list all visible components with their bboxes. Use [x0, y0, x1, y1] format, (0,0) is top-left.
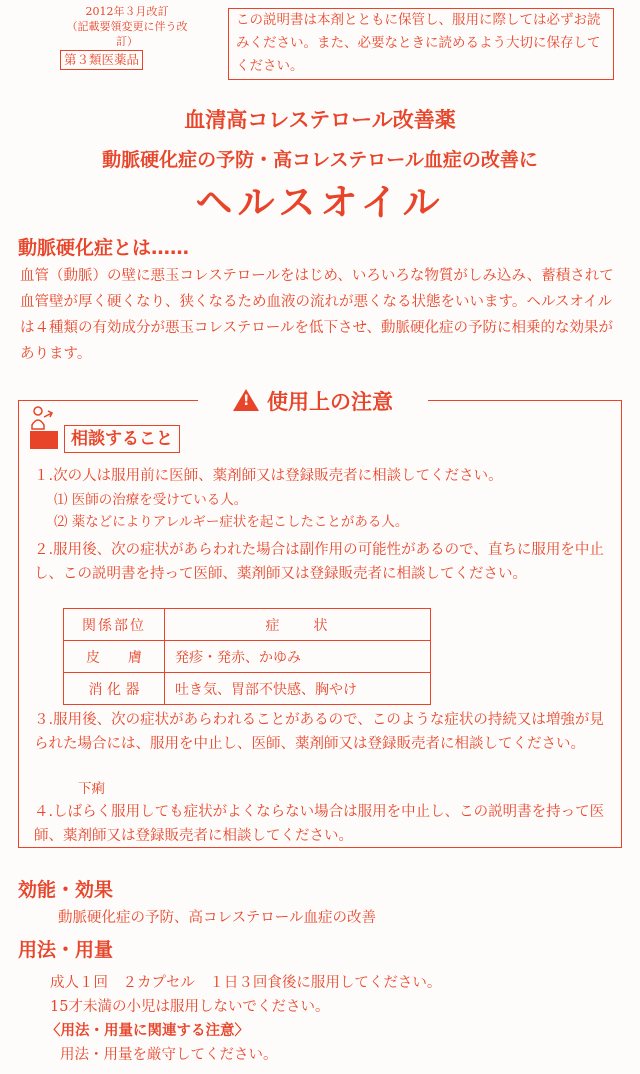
revision-date: 2012年３月改訂 — [85, 5, 169, 18]
table-cell: 吐き気、胃部不快感、胸やけ — [165, 673, 431, 705]
caution-title — [198, 385, 428, 419]
caution-item-4: ４.しばらく服用しても症状がよくならない場合は服用を中止し、この説明書を持って医師、薬剤師又は登録販売者に相談してください。 — [34, 804, 605, 844]
revision-info — [62, 4, 192, 49]
table-row — [64, 673, 431, 705]
dosage-note-heading: 〈用法・用量に関連する注意〉 — [46, 1023, 249, 1039]
caution-item-3: ３.服用後、次の症状があらわれることがあるので、このような症状の持続又は増強が見られた場合には、服用を中止し、医師、薬剤師又は登録販売者に相談してください。 — [34, 712, 604, 752]
about-heading: 動脈硬化症とは…… — [18, 237, 190, 259]
dosage-heading: 用法・用量 — [18, 939, 114, 961]
table-header-cell: 症 状 — [165, 609, 431, 641]
drug-category-badge: 第３類医薬品 — [60, 50, 143, 70]
caution-item-1-sub-2: ⑵ 薬などによりアレルギー症状を起こしたことがある人。 — [54, 514, 409, 530]
consult-person-icon — [30, 405, 58, 449]
revision-note: （記載要領変更に伴う改訂） — [66, 20, 188, 48]
product-subtitle: 血清高コレステロール改善薬 — [184, 108, 456, 132]
caution-item-2: ２.服用後、次の症状があらわれた場合は副作用の可能性があるので、直ちに服用を中止し、この説明書を持って医師、薬剤師又は登録販売者に相談してください。 — [34, 542, 604, 582]
side-effect-table — [63, 608, 431, 705]
product-tagline: 動脈硬化症の予防・高コレステロール血症の改善に — [102, 149, 538, 171]
product-name: ヘルスオイル — [195, 181, 445, 224]
efficacy-heading: 効能・効果 — [18, 879, 114, 901]
table-header-cell: 関係部位 — [64, 609, 165, 641]
dosage-note: 用法・用量を厳守してください。 — [60, 1047, 278, 1063]
table-cell: 発疹・発赤、かゆみ — [165, 641, 431, 673]
about-text: 血管（動脈）の壁に悪玉コレステロールをはじめ、いろいろな物質がしみ込み、蓄積されて血管壁が厚く硬くなり、狭くなるため血液の流れが悪くなる状態をいいます。ヘルスオイルは４種類の有効成分が悪玉コレステロールを低下させ、動脈硬化症の予防に相乗的な効果があります。 — [20, 268, 614, 362]
caution-item-1: １.次の人は服用前に医師、薬剤師又は登録販売者に相談してください。 — [34, 468, 503, 484]
caution-item-1-sub-1: ⑴ 医師の治療を受けている人。 — [54, 492, 248, 508]
warning-icon — [233, 389, 259, 411]
caution-item-3-sub: 下痢 — [78, 781, 105, 797]
storage-notice: この説明書は本剤とともに保管し、服用に際しては必ずお読みください。また、必要なときに読めるよう大切に保存してください。 — [228, 8, 614, 80]
consult-heading: 相談すること — [64, 425, 180, 453]
table-header-row — [64, 609, 431, 641]
dosage-line-1: 成人１回 ２カプセル １日３回食後に服用してください。 — [50, 975, 442, 991]
table-row — [64, 641, 431, 673]
table-cell: 皮 膚 — [64, 641, 165, 673]
caution-title-text: 使用上の注意 — [267, 390, 393, 414]
dosage-line-2: 15才未満の小児は服用しないでください。 — [50, 999, 330, 1015]
table-cell: 消 化 器 — [64, 673, 165, 705]
efficacy-text: 動脈硬化症の予防、高コレステロール血症の改善 — [58, 910, 376, 926]
